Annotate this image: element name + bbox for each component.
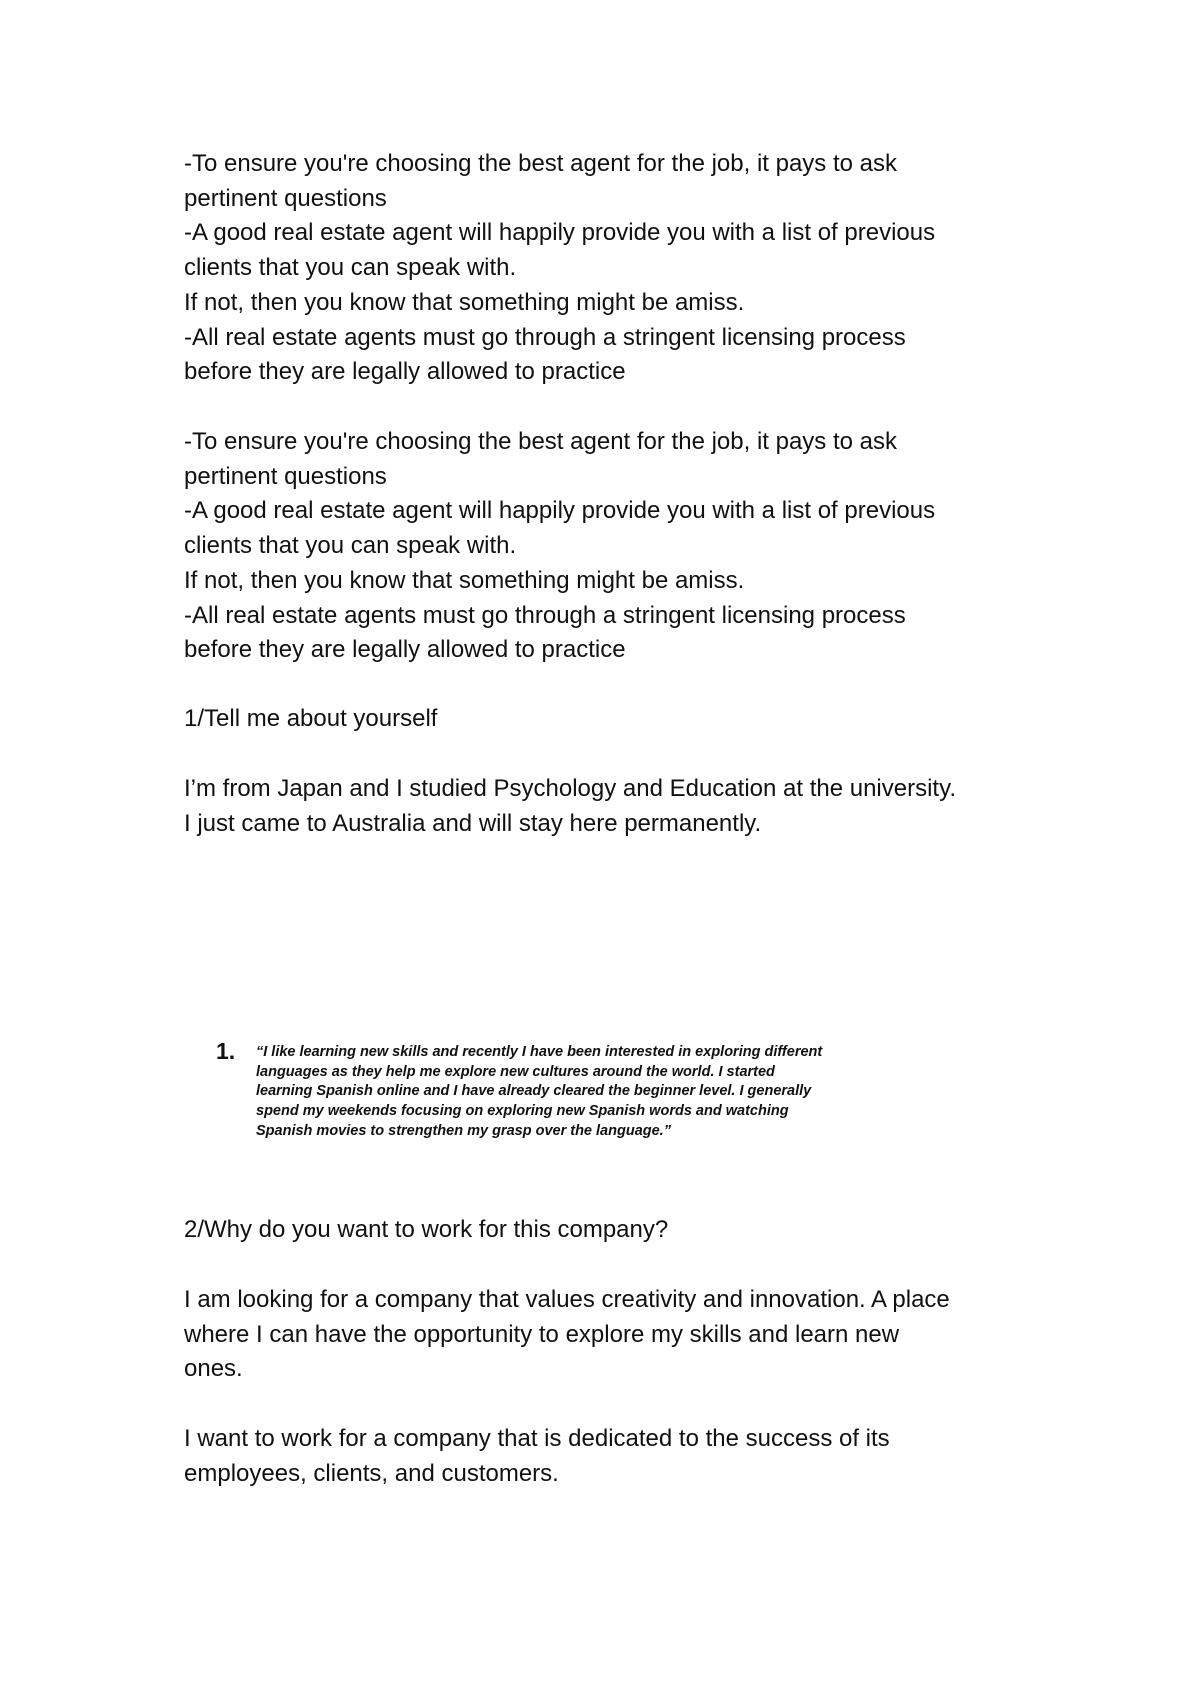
text-line: I am looking for a company that values creativity and innovation. A place <box>184 1286 950 1313</box>
text-line: pertinent questions <box>184 462 387 490</box>
question-1-text: 1/Tell me about yourself <box>184 705 438 732</box>
text-line: I just came to Australia and will stay here permanently. <box>184 809 762 837</box>
text-line: clients that you can speak with. <box>184 532 517 560</box>
text-line: I’m from Japan and I studied Psychology and Education at the university. <box>184 775 956 802</box>
quote-line: “I like learning new skills and recently I have been interested in exploring different <box>256 1044 823 1060</box>
text-line: pertinent questions <box>184 184 387 212</box>
quote-line: spend my weekends focusing on exploring new Spanish words and watching <box>256 1103 789 1120</box>
notes-block-2 <box>184 425 1064 668</box>
text-line: -To ensure you're choosing the best agent for the job, it pays to ask <box>184 150 898 177</box>
text-line: before they are legally allowed to practice <box>184 358 626 386</box>
question-1-heading <box>184 702 1064 737</box>
list-number: 1. <box>216 1038 236 1064</box>
answer-2-paragraph <box>184 1283 1064 1387</box>
text-line: -A good real estate agent will happily provide you with a list of previous <box>184 497 936 525</box>
quote-line: languages as they help me explore new cultures around the world. I started <box>256 1063 775 1080</box>
question-2-heading <box>184 1213 1064 1248</box>
text-line: clients that you can speak with. <box>184 254 517 282</box>
text-line: where I can have the opportunity to explore my skills and learn new <box>184 1320 900 1348</box>
text-line: If not, then you know that something might be amiss. <box>184 566 745 594</box>
notes-block-1 <box>184 147 1064 390</box>
text-line: -All real estate agents must go through a stringent licensing process <box>184 601 906 629</box>
quote-line: learning Spanish online and I have already cleared the beginner level. I generally <box>256 1083 812 1100</box>
text-line: If not, then you know that something might be amiss. <box>184 288 745 316</box>
text-line: -A good real estate agent will happily provide you with a list of previous <box>184 219 936 247</box>
quote-line: Spanish movies to strengthen my grasp over the language.” <box>256 1122 671 1139</box>
quote-text <box>256 1043 1056 1142</box>
text-line: I want to work for a company that is dedicated to the success of its <box>184 1425 890 1452</box>
text-line: -To ensure you're choosing the best agent for the job, it pays to ask <box>184 428 898 455</box>
text-line: ones. <box>184 1355 243 1383</box>
text-line: employees, clients, and customers. <box>184 1459 559 1487</box>
question-2-text: 2/Why do you want to work for this company? <box>184 1216 669 1243</box>
text-line: -All real estate agents must go through a stringent licensing process <box>184 323 906 351</box>
text-line: before they are legally allowed to practice <box>184 636 626 664</box>
answer-1-paragraph <box>184 772 1064 841</box>
answer-3-paragraph <box>184 1422 1064 1491</box>
